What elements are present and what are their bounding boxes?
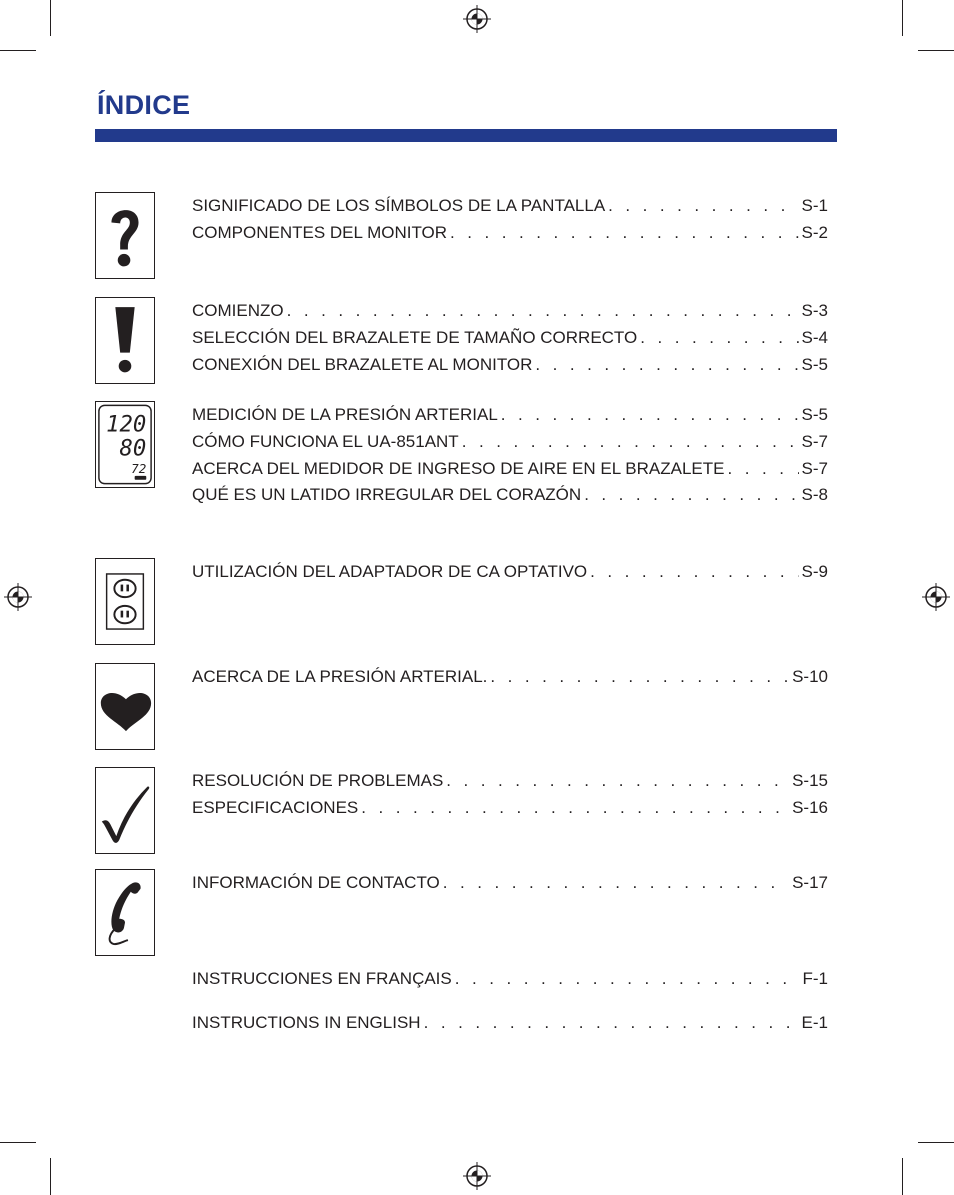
crop-mark [918, 1142, 954, 1143]
toc-page-number: S-7 [801, 432, 828, 451]
leader-dots [443, 873, 789, 893]
toc-entry-label: QUÉ ES UN LATIDO IRREGULAR DEL CORAZÓN [192, 485, 582, 504]
registration-mark-icon [462, 4, 492, 34]
registration-mark-icon [3, 582, 33, 612]
toc-page-number: S-17 [792, 873, 828, 892]
leader-dots [608, 196, 798, 216]
toc-entry[interactable] [192, 873, 828, 895]
leader-dots [287, 301, 799, 321]
toc-page-number: S-9 [801, 562, 828, 581]
toc-page-number: S-4 [801, 328, 828, 347]
page-title: ÍNDICE [97, 90, 191, 120]
toc-entry-label: SIGNIFICADO DE LOS SÍMBOLOS DE LA PANTALLA [192, 196, 606, 215]
registration-mark-icon [462, 1161, 492, 1191]
monitor-display-icon [95, 401, 155, 488]
crop-mark [50, 1158, 51, 1195]
toc-entry[interactable] [192, 1013, 828, 1035]
toc-entry[interactable] [192, 432, 828, 454]
leader-dots [490, 667, 789, 687]
toc-entry-label: INFORMACIÓN DE CONTACTO [192, 873, 440, 892]
toc-entry-label: ESPECIFICACIONES [192, 798, 359, 817]
leader-dots [727, 459, 798, 479]
toc-entry-label: COMIENZO [192, 301, 284, 320]
checkmark-icon [95, 767, 155, 854]
leader-dots [535, 355, 798, 375]
leader-dots [450, 223, 799, 243]
leader-dots [584, 485, 798, 505]
toc-entry[interactable] [192, 667, 828, 689]
power-outlet-icon [95, 558, 155, 645]
crop-mark [902, 1158, 903, 1195]
toc-page-number: S-2 [801, 223, 828, 242]
crop-mark [0, 1142, 36, 1143]
exclamation-icon [95, 297, 155, 384]
monitor-diastolic: 80 [119, 435, 147, 462]
leader-dots [640, 328, 798, 348]
leader-dots [424, 1013, 799, 1033]
monitor-systolic: 120 [106, 411, 147, 438]
toc-entry[interactable] [192, 459, 828, 481]
leader-dots [462, 432, 799, 452]
toc-entry-label: INSTRUCCIONES EN FRANÇAIS [192, 969, 452, 988]
toc-page-number: E-1 [801, 1013, 828, 1032]
leader-dots [361, 798, 789, 818]
crop-mark [918, 50, 954, 51]
leader-dots [501, 405, 799, 425]
crop-mark [50, 0, 51, 36]
leader-dots [455, 969, 800, 989]
toc-page-number: F-1 [802, 969, 828, 988]
toc-entry-label: RESOLUCIÓN DE PROBLEMAS [192, 771, 444, 790]
question-mark-icon [95, 192, 155, 279]
toc-entry-label: UTILIZACIÓN DEL ADAPTADOR DE CA OPTATIVO [192, 562, 588, 581]
registration-mark-icon [921, 582, 951, 612]
crop-mark [902, 0, 903, 36]
monitor-pulse: 72 [131, 461, 147, 477]
toc-entry[interactable] [192, 562, 828, 584]
toc-entry-label: ACERCA DE LA PRESIÓN ARTERIAL. [192, 667, 488, 686]
toc-page-number: S-16 [792, 798, 828, 817]
toc-entry[interactable] [192, 196, 828, 218]
toc-page-number: S-5 [801, 405, 828, 424]
toc-entry-label: CONEXIÓN DEL BRAZALETE AL MONITOR [192, 355, 533, 374]
leader-dots [446, 771, 789, 791]
toc-entry[interactable] [192, 355, 828, 377]
toc-page-number: S-15 [792, 771, 828, 790]
toc-page-number: S-8 [801, 485, 828, 504]
heart-icon [95, 663, 155, 750]
toc-page-number: S-5 [801, 355, 828, 374]
toc-entry[interactable] [192, 798, 828, 820]
title-rule [95, 129, 837, 142]
crop-mark [0, 50, 36, 51]
telephone-icon [95, 869, 155, 956]
toc-entry[interactable] [192, 771, 828, 793]
toc-entry-label: CÓMO FUNCIONA EL UA-851ANT [192, 432, 459, 451]
toc-page-number: S-7 [801, 459, 828, 478]
toc-page-number: S-10 [792, 667, 828, 686]
toc-entry-label: ACERCA DEL MEDIDOR DE INGRESO DE AIRE EN EL BRAZALETE [192, 459, 725, 478]
leader-dots [590, 562, 798, 582]
toc-entry-label: INSTRUCTIONS IN ENGLISH [192, 1013, 421, 1032]
toc-entry[interactable] [192, 405, 828, 427]
toc-entry-label: MEDICIÓN DE LA PRESIÓN ARTERIAL [192, 405, 498, 424]
toc-entry[interactable] [192, 969, 828, 991]
toc-entry-label: SELECCIÓN DEL BRAZALETE DE TAMAÑO CORRECTO [192, 328, 638, 347]
toc-entry[interactable] [192, 485, 828, 507]
toc-page-number: S-3 [801, 301, 828, 320]
toc-entry[interactable] [192, 328, 828, 350]
toc-entry-label: COMPONENTES DEL MONITOR [192, 223, 448, 242]
toc-entry[interactable] [192, 301, 828, 323]
toc-page-number: S-1 [801, 196, 828, 215]
toc-entry[interactable] [192, 223, 828, 245]
